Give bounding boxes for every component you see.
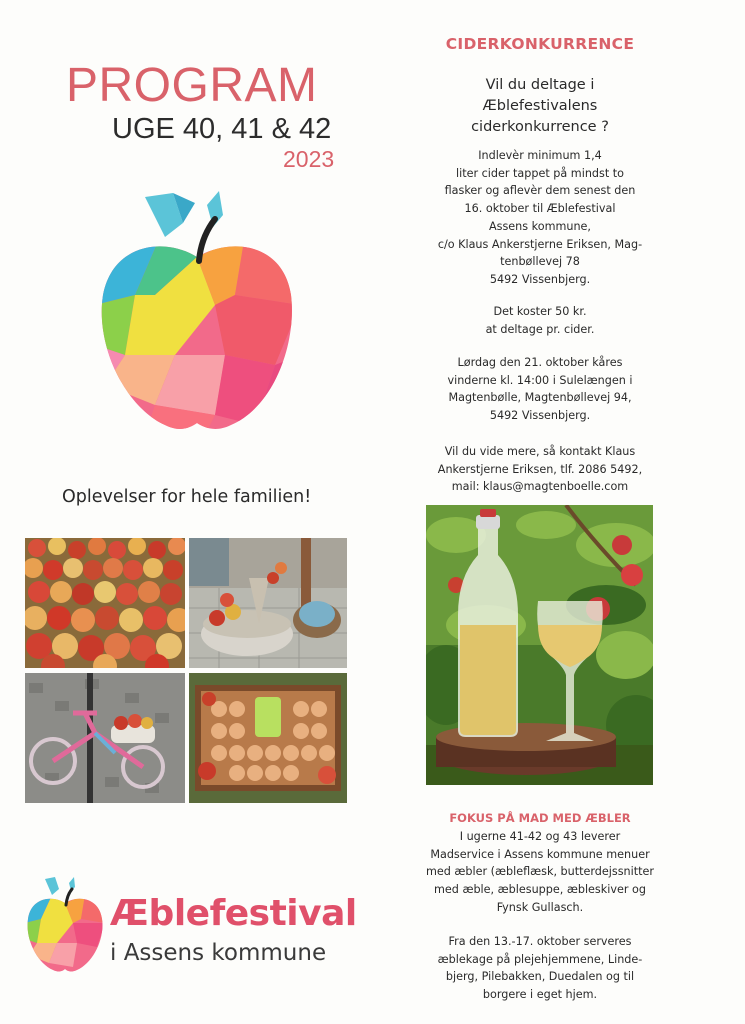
cider-question (420, 75, 660, 138)
text-line: 5492 Vissenbjerg. (489, 272, 591, 286)
text-line: Magtenbølle, Magtenbøllevej 94, (448, 391, 632, 405)
text-line: liter cider tappet på mindst to (455, 166, 625, 180)
apple-logo-large (95, 185, 300, 435)
text-line: bjerg, Pilebakken, Duedalen og til (445, 970, 635, 984)
text-line: Assens kommune, (488, 219, 591, 233)
text-line: Indlevèr minimum 1,4 (478, 149, 602, 162)
cider-contact-info (420, 443, 660, 496)
text-line: med æbler (æbleflæsk, butterdejssnitter (425, 865, 655, 879)
text-line: Ankerstjerne Eriksen, tlf. 2086 5492, (437, 462, 643, 476)
text-line: vinderne kl. 14:00 i Sulelængen i (447, 373, 633, 387)
text-line: æblekage på plejehjemmene, Linde- (437, 952, 643, 966)
text-line: Fra den 13.-17. oktober serveres (448, 935, 632, 948)
program-title: PROGRAM (66, 59, 318, 112)
text-line: c/o Klaus Ankerstjerne Eriksen, Mag- (437, 237, 643, 251)
question-line: Æblefestivalens (482, 98, 598, 114)
photo-apple-tray (189, 673, 347, 803)
text-line: tenbøllevej 78 (500, 255, 580, 269)
text-line: at deltage pr. cider. (485, 322, 595, 336)
photo-apple-heap (25, 538, 185, 668)
cider-award-info (420, 354, 660, 425)
cider-price-info (420, 303, 660, 338)
text-line: borgere i eget hjem. (482, 988, 598, 1002)
text-line: 5492 Vissenbjerg. (489, 409, 591, 423)
food-focus-heading: FOKUS PÅ MAD MED ÆBLER (449, 811, 631, 825)
text-line: flasker og aflevèr dem senest den (444, 184, 636, 198)
text-line: Det koster 50 kr. (493, 305, 587, 318)
festival-logo-title: Æblefestival (110, 893, 357, 934)
text-line: med æble, æblesuppe, æbleskiver og (434, 883, 646, 897)
text-line: 16. oktober til Æblefestival (464, 202, 616, 216)
festival-logo-apple (25, 875, 105, 973)
food-focus-info (420, 828, 660, 917)
photo-decorated-bicycle (25, 673, 185, 803)
cider-competition-heading: CIDERKONKURRENCE (445, 35, 635, 53)
text-line: Fynsk Gullasch. (496, 900, 584, 914)
question-line: Vil du deltage i (485, 77, 595, 93)
photo-cider-bottle-glass (426, 505, 653, 785)
text-line: Lørdag den 21. oktober kåres (457, 356, 623, 369)
apple-cake-info (420, 933, 660, 1004)
text-line: I ugerne 41-42 og 43 leverer (459, 830, 621, 843)
festival-logo-subtitle: i Assens kommune (110, 940, 327, 966)
contact-email[interactable]: mail: klaus@magtenboelle.com (451, 480, 629, 494)
cider-delivery-info (420, 147, 660, 289)
program-weeks: UGE 40, 41 & 42 (112, 113, 332, 145)
program-year: 2023 (283, 146, 335, 172)
question-line: ciderkonkurrence ? (471, 119, 609, 135)
family-tagline: Oplevelser for hele familien! (62, 487, 312, 507)
text-line: Vil du vide mere, så kontakt Klaus (444, 445, 636, 458)
photo-apple-basket (189, 538, 347, 668)
text-line: Madservice i Assens kommune menuer (430, 847, 650, 861)
